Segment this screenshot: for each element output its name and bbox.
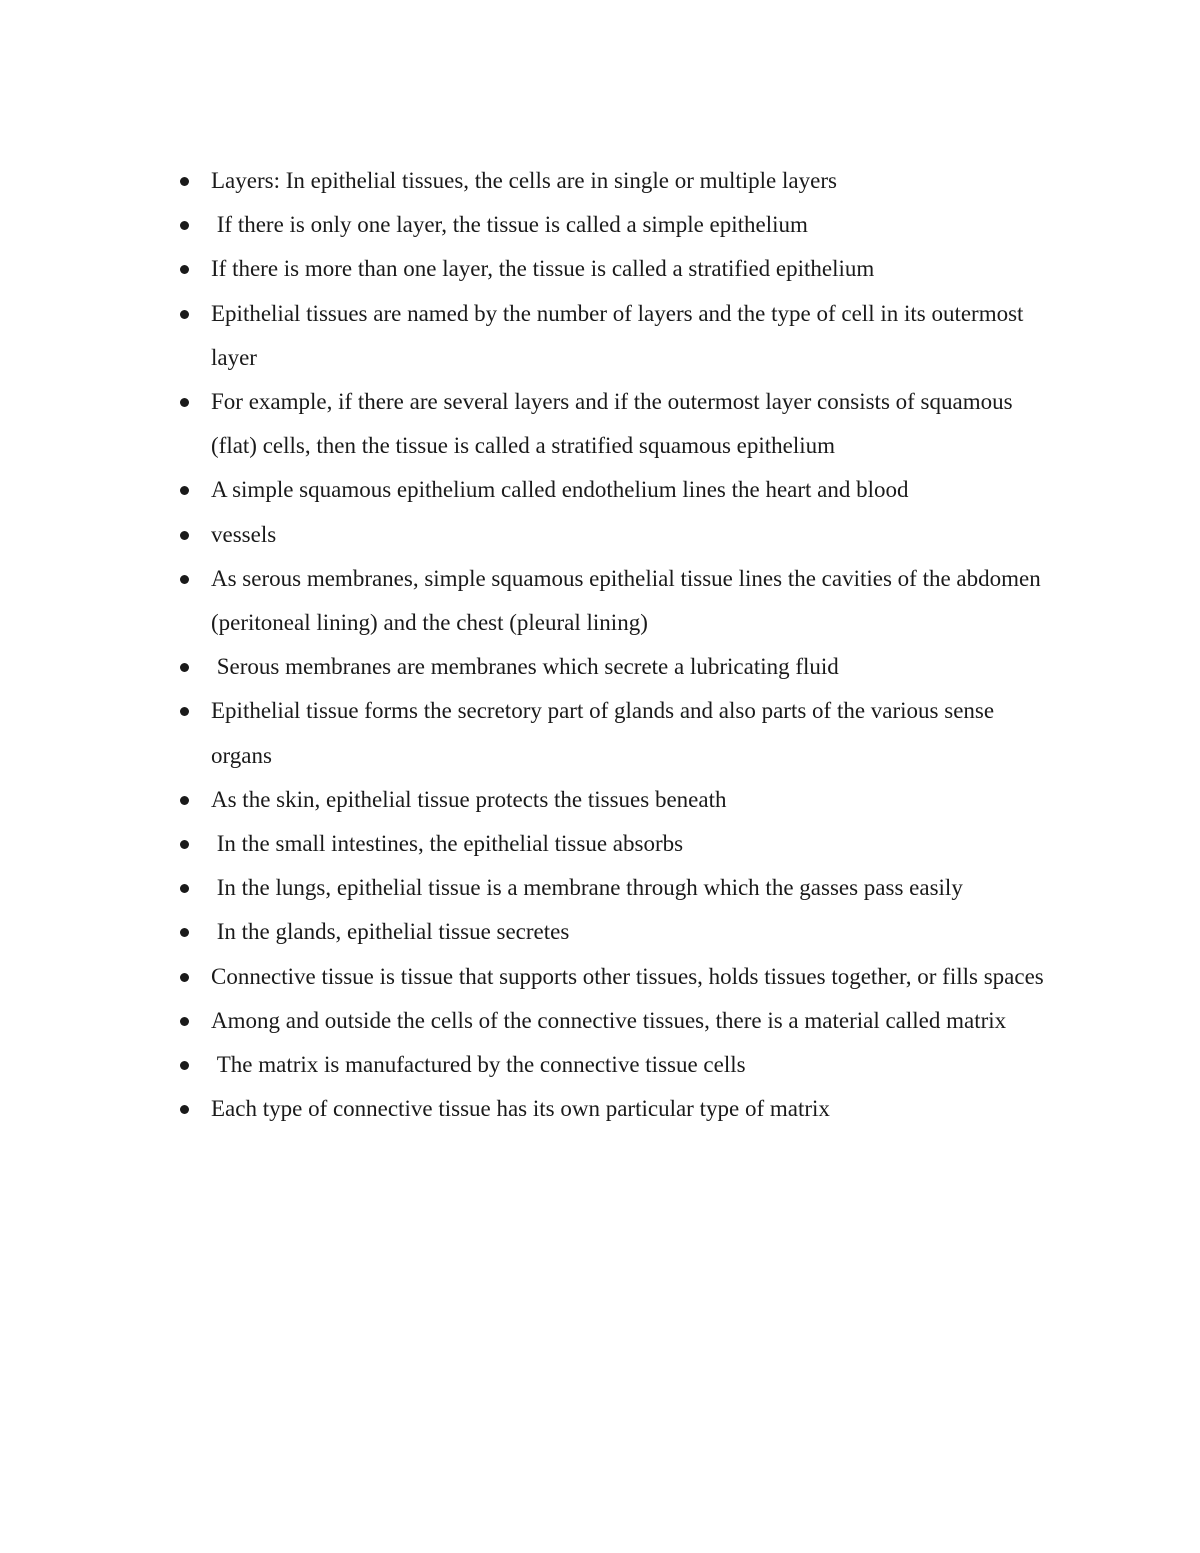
bullet-icon <box>180 1061 189 1070</box>
list-item <box>0 247 1051 291</box>
bullet-icon <box>180 928 189 937</box>
list-item <box>0 159 1051 203</box>
bullet-icon <box>180 310 189 319</box>
list-item-text: Serous membranes are membranes which secrete a lubricating fluid <box>211 654 839 680</box>
list-item-text: In the lungs, epithelial tissue is a membrane through which the gasses pass easily <box>211 875 963 901</box>
list-item <box>0 999 1051 1043</box>
list-item-text: vessels <box>211 521 277 547</box>
bullet-list <box>0 159 1200 1131</box>
list-item-text: A simple squamous epithelium called endothelium lines the heart and blood <box>211 477 909 503</box>
list-item-text: If there is more than one layer, the tissue is called a stratified epithelium <box>211 256 875 282</box>
list-item-text: In the small intestines, the epithelial tissue absorbs <box>211 831 684 857</box>
list-item <box>0 778 1051 822</box>
bullet-icon <box>180 796 189 805</box>
bullet-icon <box>180 1017 189 1026</box>
list-item <box>0 468 1051 512</box>
list-item <box>0 955 1051 999</box>
bullet-icon <box>180 707 189 716</box>
bullet-icon <box>180 486 189 495</box>
list-item <box>0 1043 1051 1087</box>
list-item-text: For example, if there are several layers and if the outermost layer consists of squamous (flat) cells, then the tissue is called a stratified squamous epithelium <box>211 389 1019 459</box>
list-item <box>0 645 1051 689</box>
list-item <box>0 1087 1051 1131</box>
list-item <box>0 557 1051 645</box>
list-item-text: As serous membranes, simple squamous epithelial tissue lines the cavities of the abdomen (peritoneal lining) and the chest (pleural lining) <box>211 565 1047 636</box>
bullet-icon <box>180 1105 189 1114</box>
list-item-text: Epithelial tissue forms the secretory part of glands and also parts of the various sense organs <box>211 698 1000 768</box>
bullet-icon <box>180 973 189 982</box>
bullet-icon <box>180 663 189 672</box>
list-item-text: Epithelial tissues are named by the number of layers and the type of cell in its outermost layer <box>211 300 1030 370</box>
list-item <box>0 910 1051 954</box>
bullet-icon <box>180 531 189 540</box>
bullet-icon <box>180 265 189 274</box>
list-item-text: If there is only one layer, the tissue is called a simple epithelium <box>211 212 808 238</box>
list-item <box>0 822 1051 866</box>
list-item-text: Layers: In epithelial tissues, the cells are in single or multiple layers <box>211 168 837 193</box>
list-item <box>0 689 1051 777</box>
list-item-text: In the glands, epithelial tissue secretes <box>211 919 570 945</box>
bullet-icon <box>180 840 189 849</box>
list-item <box>0 866 1051 910</box>
list-item <box>0 292 1051 380</box>
bullet-icon <box>180 884 189 893</box>
bullet-icon <box>180 575 189 584</box>
list-item <box>0 380 1051 468</box>
list-item <box>0 203 1051 247</box>
list-item-text: The matrix is manufactured by the connective tissue cells <box>211 1052 746 1078</box>
bullet-icon <box>180 398 189 407</box>
list-item-text: As the skin, epithelial tissue protects the tissues beneath <box>211 786 727 812</box>
list-item-text: Connective tissue is tissue that supports other tissues, holds tissues together, or fills spaces <box>211 963 1044 989</box>
bullet-icon <box>180 177 189 186</box>
list-item-text: Among and outside the cells of the connective tissues, there is a material called matrix <box>211 1007 1007 1033</box>
list-item <box>0 513 1051 557</box>
bullet-icon <box>180 221 189 230</box>
list-item-text: Each type of connective tissue has its own particular type of matrix <box>211 1096 830 1122</box>
